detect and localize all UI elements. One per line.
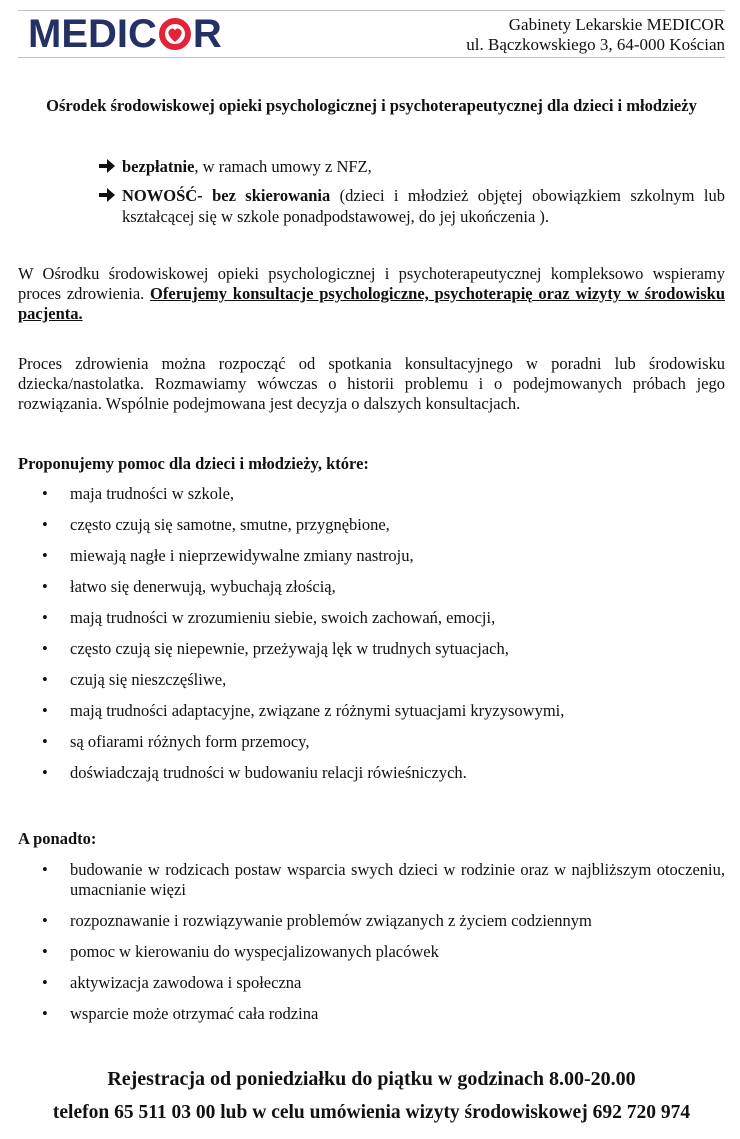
- list-item: [18, 484, 725, 504]
- medicor-logo: [28, 13, 222, 55]
- arrow-item-free: [98, 156, 725, 177]
- bullet-dot: •: [42, 763, 48, 782]
- list-item: [18, 639, 725, 659]
- list-item-text: wsparcie może otrzymać cała rodzina: [70, 1004, 319, 1023]
- bullet-dot: •: [42, 701, 48, 720]
- list-item-text: często czują się niepewnie, przeżywają lęk w trudnych sytuacjach,: [70, 639, 509, 658]
- bullet-dot: •: [42, 860, 48, 879]
- list-item-text: maja trudności w szkole,: [70, 484, 235, 503]
- list-item: [18, 973, 725, 993]
- list-item-text: miewają nagłe i nieprzewidywalne zmiany nastroju,: [70, 546, 414, 565]
- arrow-list: [98, 156, 725, 235]
- bullet-dot: •: [42, 911, 48, 930]
- list-item-text: pomoc w kierowaniu do wyspecjalizowanych placówek: [70, 942, 439, 961]
- logo-text-left: MEDIC: [28, 12, 157, 56]
- logo-text-right: R: [192, 12, 222, 56]
- registration-hours: Rejestracja od poniedziałku do piątku w godzinach 8.00-20.00: [107, 1068, 636, 1090]
- bullet-dot: •: [42, 484, 48, 503]
- process-paragraph: Proces zdrowienia można rozpocząć od spotkania konsultacyjnego w poradni lub środowisku dziecka/nastolatka. Rozmawiamy wówczas o historii problemu i o podejmowanych próbach jego rozwiązania. Wspólnie podejmowana jest decyzja o dalszych konsultacjach.: [18, 354, 725, 413]
- bullet-dot: •: [42, 732, 48, 751]
- help-list: [18, 484, 725, 783]
- clinic-name: Gabinety Lekarskie MEDICOR: [508, 15, 725, 34]
- list-item-text: doświadczają trudności w budowaniu relacji rówieśniczych.: [70, 763, 467, 782]
- arrow-item-text: , w ramach umowy z NFZ,: [194, 157, 372, 176]
- bullet-dot: •: [42, 577, 48, 596]
- list-item: [18, 608, 725, 628]
- arrow-item-bold: NOWOŚĆ- bez skierowania: [122, 186, 331, 205]
- list-item-text: często czują się samotne, smutne, przygnębione,: [70, 515, 390, 534]
- right-arrow-icon: [98, 187, 116, 203]
- list-item: [18, 515, 725, 535]
- heart-icon: [158, 17, 192, 51]
- bullet-dot: •: [42, 515, 48, 534]
- list-item: [18, 701, 725, 721]
- list-item: [18, 546, 725, 566]
- intro-text: W Ośrodku środowiskowej opieki psychologicznej i psychoterapeutycznej kompleksowo wspieramy proces zdrowienia.: [18, 264, 725, 303]
- section-heading-help: Proponujemy pomoc dla dzieci i młodzieży, które:: [18, 454, 369, 473]
- list-item-text: aktywizacja zawodowa i społeczna: [70, 973, 302, 992]
- list-item-text: czują się nieszczęśliwe,: [70, 670, 227, 689]
- arrow-item-bold: bezpłatnie: [122, 157, 195, 176]
- list-item: [18, 763, 725, 783]
- list-item-text: mają trudności w zrozumieniu siebie, swoich zachowań, emocji,: [70, 608, 496, 627]
- clinic-address: ul. Bączkowskiego 3, 64-000 Kościan: [466, 35, 725, 54]
- right-arrow-icon: [98, 158, 116, 174]
- document-title: Ośrodek środowiskowej opieki psychologicznej i psychoterapeutycznej dla dzieci i młodzieży: [46, 96, 697, 115]
- list-item: [18, 911, 725, 931]
- list-item-text: są ofiarami różnych form przemocy,: [70, 732, 310, 751]
- additional-list: [18, 860, 725, 1024]
- bullet-dot: •: [42, 639, 48, 658]
- list-item-text: rozpoznawanie i rozwiązywanie problemów związanych z życiem codziennym: [70, 911, 592, 930]
- list-item-text: łatwo się denerwują, wybuchają złością,: [70, 577, 336, 596]
- arrow-item-no-referral: [98, 185, 725, 227]
- list-item: [18, 732, 725, 752]
- arrow-item-text: (dzieci i młodzież objętej obowiązkiem szkolnym lub kształcącej się w szkole ponadpodstawowej, do jej ukończenia ).: [122, 186, 725, 226]
- intro-paragraph: [18, 264, 725, 324]
- letterhead: [18, 10, 725, 58]
- list-item: [18, 577, 725, 597]
- intro-underlined: Oferujemy konsultacje psychologiczne, psychoterapię oraz wizyty w środowisku pacjenta.: [18, 284, 725, 323]
- bullet-dot: •: [42, 973, 48, 992]
- clinic-address-block: [466, 15, 725, 55]
- list-item: [18, 860, 725, 900]
- list-item-text: budowanie w rodzicach postaw wsparcia swych dzieci w rodzinie oraz w najbliższym otoczeniu, umacnianie więzi: [70, 860, 725, 899]
- contact-phones: telefon 65 511 03 00 lub w celu umówienia wizyty środowiskowej 692 720 974: [52, 1102, 691, 1123]
- list-item-text: mają trudności adaptacyjne, związane z różnymi sytuacjami kryzysowymi,: [70, 701, 565, 720]
- list-item: [18, 942, 725, 962]
- bullet-dot: •: [42, 546, 48, 565]
- bullet-dot: •: [42, 608, 48, 627]
- list-item: [18, 670, 725, 690]
- bullet-dot: •: [42, 670, 48, 689]
- list-item: [18, 1004, 725, 1024]
- bullet-dot: •: [42, 942, 48, 961]
- section-heading-additional: A ponadto:: [18, 829, 97, 848]
- bullet-dot: •: [42, 1004, 48, 1023]
